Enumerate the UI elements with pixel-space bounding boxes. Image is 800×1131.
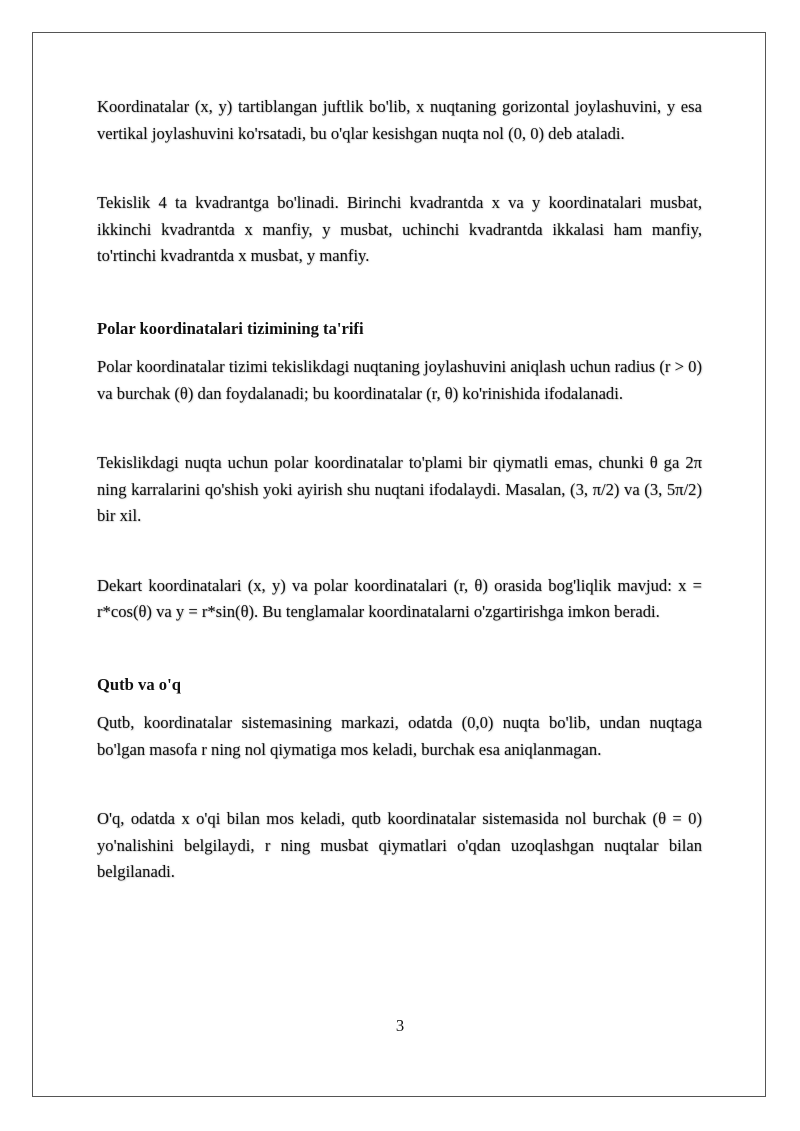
page-content [97, 94, 702, 886]
paragraph-polar-system: Polar koordinatalar tizimi tekislikdagi nuqtaning joylashuvini aniqlash uchun radius (r > 0) va burchak (θ) dan foydalanadi; bu koordinatalar (r, θ) ko'rinishida ifodalanadi. [97, 357, 702, 403]
paragraph-pole: Qutb, koordinatalar sistemasining markazi, odatda (0,0) nuqta bo'lib, undan nuqtaga bo'lgan masofa r ning nol qiymatiga mos keladi, burchak esa aniqlanmagan. [97, 713, 702, 759]
heading-pole-and-axis: Qutb va o'q [97, 674, 181, 694]
paragraph-axis: O'q, odatda x o'qi bilan mos keladi, qutb koordinatalar sistemasida nol burchak (θ = 0) yo'nalishini belgilaydi, r ning musbat qiymatlari o'qdan uzoqlashgan nuqtalar bilan belgilanadi. [97, 809, 702, 881]
heading-polar-definition: Polar koordinatalari tizimining ta'rifi [97, 318, 364, 338]
paragraph-cartesian-polar-relation: Dekart koordinatalari (x, y) va polar koordinatalari (r, θ) orasida bog'liqlik mavjud: x = r*cos(θ) va y = r*sin(θ). Bu tenglamalar koordinatalarni o'zgartirishga imkon beradi. [97, 575, 702, 621]
paragraph-polar-non-unique: Tekislikdagi nuqta uchun polar koordinatalar to'plami bir qiymatli emas, chunki θ ga 2π ning karralarini qo'shish yoki ayirish shu nuqtani ifodalaydi. Masalan, (3, π/2) va (3, 5π/2) bir xil. [97, 453, 702, 525]
paragraph-coordinates-definition: Koordinatalar (x, y) tartiblangan juftlik bo'lib, x nuqtaning gorizontal joylashuvini, y esa vertikal joylashuvini ko'rsatadi, bu o'qlar kesishgan nuqta nol (0, 0) deb ataladi. [97, 97, 702, 143]
paragraph-quadrants: Tekislik 4 ta kvadrantga bo'linadi. Birinchi kvadrantda x va y koordinatalari musbat, ikkinchi kvadrantda x manfiy, y musbat, uchinchi kvadrantda ikkalasi ham manfiy, to'rtinchi kvadrantda x musbat, y manfiy. [97, 193, 702, 265]
page-number: 3 [395, 1016, 405, 1035]
